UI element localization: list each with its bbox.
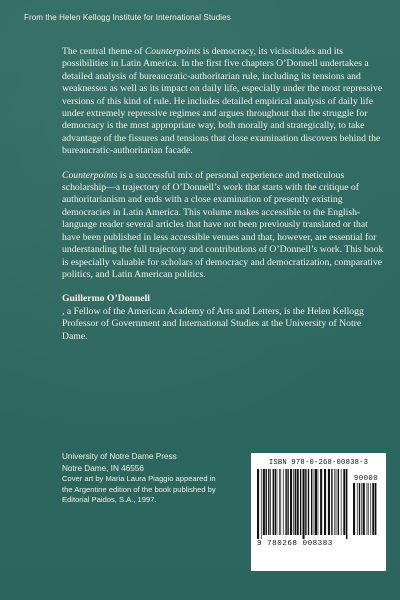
barcode-bar bbox=[341, 469, 342, 535]
barcode-bar bbox=[285, 469, 286, 535]
barcode-bar bbox=[314, 469, 315, 535]
barcode-bar bbox=[263, 469, 265, 535]
book-title-italic-2: Counterpoints bbox=[62, 169, 118, 181]
barcode-bar bbox=[280, 469, 281, 535]
isbn-text: ISBN 978-0-268-00838-3 bbox=[268, 459, 369, 467]
barcode-bar bbox=[368, 483, 369, 535]
barcode-bar bbox=[324, 469, 326, 535]
p2-body: is a successful mix of personal experience and meticulous scholarship—a trajectory of O’Donnell’s work that starts with the critique of authoritarianism and ends with a close examination of presently existing democracies in Latin America. This volume makes accessible to the English-language reader several articles that have not been previously translated or that have been published in less accessible venues and that, however, are essential for understanding the full trajectory and contributions of O’Donnell’s work. This book is especially valuable for scholars of democracy and democratization, comparative politics, and Latin American politics. bbox=[62, 169, 384, 280]
cover-credit: Cover art by Maria Laura Piaggio appeared in the Argentine edition of the book published by Editorial Paidos, S.A., 1997. bbox=[62, 474, 216, 505]
addon-bars bbox=[353, 483, 379, 539]
barcode-bar bbox=[367, 483, 368, 535]
barcode-bar bbox=[372, 483, 374, 535]
barcode-bar bbox=[268, 469, 269, 535]
p1-lead: The central theme of bbox=[62, 46, 145, 57]
addon-number: 90000 bbox=[353, 475, 379, 483]
barcode-bar bbox=[375, 483, 376, 535]
barcode-bar bbox=[346, 469, 347, 539]
barcode-bar bbox=[334, 469, 335, 535]
p1-body: is democracy, its vicissitudes and its possibilities in Latin America. In the first five chapters O’Donnell undertakes a detailed analysis of bureaucratic-authoritarian rule, including its tensions and weaknesses as well as its impact on daily life, especially under the most repressive versions of this kind of rule. He includes detailed empirical analysis of daily life under extremely repressive regimes and argues throughout that the struggle for democracy is the most appropriate way, both morally and strategically, to take advantage of the fissures and tensions that close examination discovers behind the bureaucratic-authoritarian facade. bbox=[62, 46, 383, 157]
barcode-bar bbox=[295, 469, 296, 535]
barcode-bar bbox=[303, 469, 305, 539]
barcode-digits: 9 780268 008383 bbox=[257, 540, 333, 548]
barcode-bar bbox=[370, 483, 371, 535]
barcode-bars bbox=[257, 469, 349, 539]
author-name: Guillermo O’Donnell bbox=[62, 293, 150, 305]
description bbox=[62, 46, 384, 343]
description-paragraph-1 bbox=[62, 46, 384, 158]
barcode-bar bbox=[300, 469, 301, 535]
barcode-bar bbox=[336, 469, 337, 535]
barcode-bar bbox=[343, 469, 345, 535]
barcode-bar bbox=[261, 469, 262, 539]
barcode-bar bbox=[328, 469, 330, 535]
barcode-bar bbox=[318, 469, 319, 535]
barcode-row bbox=[257, 469, 380, 539]
series-line: From the Helen Kellogg Institute for International Studies bbox=[24, 13, 231, 22]
barcode-bar bbox=[273, 469, 274, 535]
author-bio-text: , a Fellow of the American Academy of Arts and Letters, is the Helen Kellogg Professor of Government and International Studies at the University of Notre Dame. bbox=[62, 305, 364, 342]
publisher-info bbox=[62, 451, 222, 506]
barcode-bar bbox=[359, 483, 360, 535]
barcode-bar bbox=[275, 469, 276, 535]
barcode-bar bbox=[287, 469, 288, 535]
barcode-bar bbox=[311, 469, 312, 535]
barcode-bar bbox=[357, 483, 358, 535]
barcode-bar bbox=[315, 469, 317, 535]
barcode-bar bbox=[270, 469, 271, 535]
barcode-bar bbox=[338, 469, 339, 535]
description-paragraph-2 bbox=[62, 170, 384, 282]
barcode-bar bbox=[353, 483, 355, 535]
book-title-italic: Counterpoints bbox=[144, 46, 201, 57]
author-bio bbox=[62, 293, 384, 343]
barcode-bar bbox=[305, 469, 306, 535]
barcode-bar bbox=[363, 483, 365, 535]
barcode-addon bbox=[353, 475, 379, 539]
barcode-bar bbox=[290, 469, 292, 535]
barcode-bar bbox=[277, 469, 278, 535]
barcode-bar bbox=[361, 483, 362, 535]
barcode-bar bbox=[266, 469, 267, 535]
barcode-bar bbox=[308, 469, 309, 535]
barcode-bar bbox=[283, 469, 284, 535]
barcode-bar bbox=[279, 469, 280, 535]
barcode-bar bbox=[293, 469, 294, 535]
publisher-name: University of Notre Dame Press bbox=[62, 452, 177, 461]
publisher-city: Notre Dame, IN 46556 bbox=[62, 463, 144, 473]
barcode bbox=[251, 453, 386, 571]
barcode-bar bbox=[331, 469, 332, 535]
barcode-bar bbox=[320, 469, 322, 535]
barcode-bar bbox=[257, 469, 259, 539]
barcode-bar bbox=[297, 469, 299, 535]
